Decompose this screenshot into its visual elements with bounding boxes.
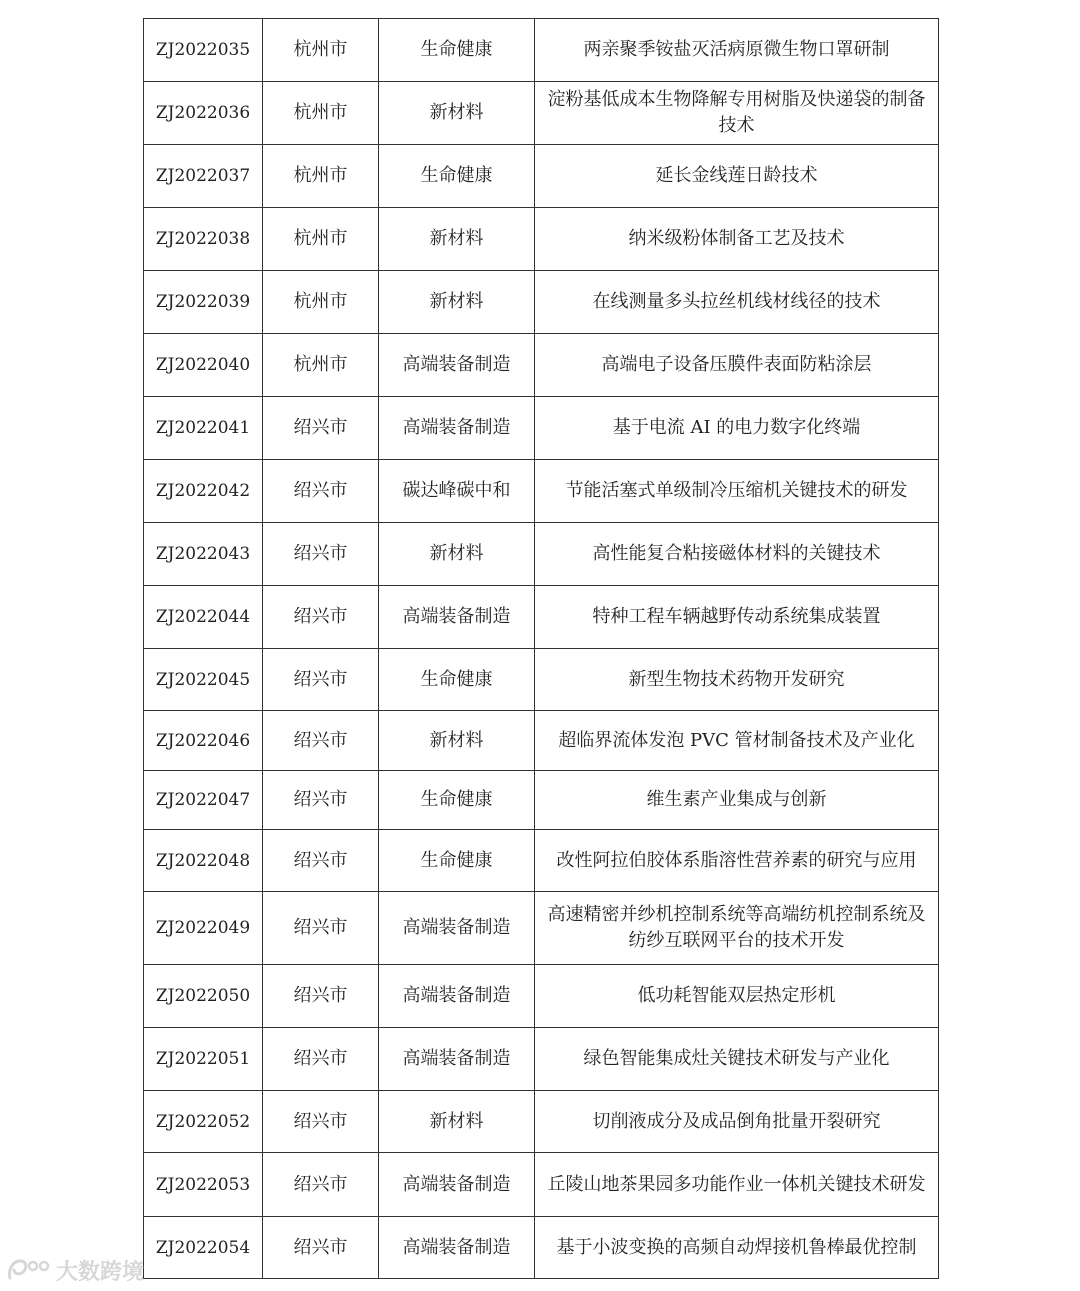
table-row <box>144 208 939 271</box>
table-row <box>144 1028 939 1091</box>
project-id-cell: ZJ2022039 <box>144 271 263 334</box>
city-cell: 杭州市 <box>263 145 379 208</box>
field-cell: 高端装备制造 <box>379 397 535 460</box>
project-id-cell: ZJ2022044 <box>144 586 263 649</box>
project-table <box>143 18 939 1279</box>
field-cell: 新材料 <box>379 711 535 771</box>
table-row <box>144 892 939 965</box>
city-cell: 杭州市 <box>263 208 379 271</box>
project-name-cell: 特种工程车辆越野传动系统集成装置 <box>535 586 939 649</box>
city-cell: 杭州市 <box>263 19 379 82</box>
project-name-cell: 新型生物技术药物开发研究 <box>535 649 939 711</box>
field-cell: 新材料 <box>379 1091 535 1153</box>
field-cell: 生命健康 <box>379 649 535 711</box>
city-cell: 绍兴市 <box>263 1091 379 1153</box>
field-cell: 高端装备制造 <box>379 1028 535 1091</box>
project-name-cell: 基于小波变换的高频自动焊接机鲁棒最优控制 <box>535 1217 939 1279</box>
table-row <box>144 1091 939 1153</box>
city-cell: 杭州市 <box>263 271 379 334</box>
table-row <box>144 82 939 145</box>
city-cell: 绍兴市 <box>263 1217 379 1279</box>
table-row <box>144 1217 939 1279</box>
field-cell: 新材料 <box>379 82 535 145</box>
field-cell: 高端装备制造 <box>379 1217 535 1279</box>
table-row <box>144 397 939 460</box>
project-id-cell: ZJ2022042 <box>144 460 263 523</box>
city-cell: 绍兴市 <box>263 1028 379 1091</box>
project-id-cell: ZJ2022046 <box>144 711 263 771</box>
project-id-cell: ZJ2022047 <box>144 771 263 830</box>
project-name-cell: 延长金线莲日龄技术 <box>535 145 939 208</box>
city-cell: 杭州市 <box>263 82 379 145</box>
city-cell: 绍兴市 <box>263 460 379 523</box>
field-cell: 生命健康 <box>379 830 535 892</box>
project-id-cell: ZJ2022053 <box>144 1153 263 1217</box>
project-id-cell: ZJ2022038 <box>144 208 263 271</box>
table-row <box>144 711 939 771</box>
project-id-cell: ZJ2022035 <box>144 19 263 82</box>
project-id-cell: ZJ2022054 <box>144 1217 263 1279</box>
project-name-cell: 改性阿拉伯胶体系脂溶性营养素的研究与应用 <box>535 830 939 892</box>
field-cell: 高端装备制造 <box>379 1153 535 1217</box>
project-name-cell: 节能活塞式单级制冷压缩机关键技术的研发 <box>535 460 939 523</box>
project-name-cell: 高速精密并纱机控制系统等高端纺机控制系统及纺纱互联网平台的技术开发 <box>535 892 939 965</box>
project-name-cell: 维生素产业集成与创新 <box>535 771 939 830</box>
city-cell: 绍兴市 <box>263 771 379 830</box>
project-name-cell: 纳米级粉体制备工艺及技术 <box>535 208 939 271</box>
project-id-cell: ZJ2022049 <box>144 892 263 965</box>
table-row <box>144 19 939 82</box>
project-name-cell: 丘陵山地茶果园多功能作业一体机关键技术研发 <box>535 1153 939 1217</box>
table-row <box>144 1153 939 1217</box>
table-row <box>144 649 939 711</box>
city-cell: 绍兴市 <box>263 649 379 711</box>
table-row <box>144 965 939 1028</box>
field-cell: 生命健康 <box>379 771 535 830</box>
city-cell: 绍兴市 <box>263 892 379 965</box>
field-cell: 高端装备制造 <box>379 586 535 649</box>
field-cell: 生命健康 <box>379 145 535 208</box>
project-id-cell: ZJ2022048 <box>144 830 263 892</box>
project-id-cell: ZJ2022051 <box>144 1028 263 1091</box>
table-row <box>144 145 939 208</box>
field-cell: 高端装备制造 <box>379 965 535 1028</box>
project-id-cell: ZJ2022040 <box>144 334 263 397</box>
field-cell: 高端装备制造 <box>379 334 535 397</box>
brand-logo-icon <box>6 1257 52 1283</box>
city-cell: 绍兴市 <box>263 965 379 1028</box>
table-row <box>144 771 939 830</box>
project-name-cell: 超临界流体发泡 PVC 管材制备技术及产业化 <box>535 711 939 771</box>
project-name-cell: 绿色智能集成灶关键技术研发与产业化 <box>535 1028 939 1091</box>
project-id-cell: ZJ2022052 <box>144 1091 263 1153</box>
city-cell: 绍兴市 <box>263 397 379 460</box>
table-row <box>144 271 939 334</box>
city-cell: 杭州市 <box>263 334 379 397</box>
project-name-cell: 两亲聚季铵盐灭活病原微生物口罩研制 <box>535 19 939 82</box>
project-id-cell: ZJ2022043 <box>144 523 263 586</box>
city-cell: 绍兴市 <box>263 523 379 586</box>
watermark-text: 大数跨境 <box>56 1259 145 1285</box>
city-cell: 绍兴市 <box>263 830 379 892</box>
city-cell: 绍兴市 <box>263 586 379 649</box>
table-row <box>144 460 939 523</box>
table-row <box>144 830 939 892</box>
project-name-cell: 高端电子设备压膜件表面防粘涂层 <box>535 334 939 397</box>
project-id-cell: ZJ2022050 <box>144 965 263 1028</box>
project-name-cell: 在线测量多头拉丝机线材线径的技术 <box>535 271 939 334</box>
project-name-cell: 切削液成分及成品倒角批量开裂研究 <box>535 1091 939 1153</box>
field-cell: 新材料 <box>379 271 535 334</box>
table-row <box>144 586 939 649</box>
project-id-cell: ZJ2022037 <box>144 145 263 208</box>
city-cell: 绍兴市 <box>263 711 379 771</box>
field-cell: 碳达峰碳中和 <box>379 460 535 523</box>
field-cell: 新材料 <box>379 523 535 586</box>
project-name-cell: 淀粉基低成本生物降解专用树脂及快递袋的制备技术 <box>535 82 939 145</box>
table-row <box>144 334 939 397</box>
project-name-cell: 基于电流 AI 的电力数字化终端 <box>535 397 939 460</box>
table-row <box>144 523 939 586</box>
project-name-cell: 高性能复合粘接磁体材料的关键技术 <box>535 523 939 586</box>
field-cell: 新材料 <box>379 208 535 271</box>
city-cell: 绍兴市 <box>263 1153 379 1217</box>
project-id-cell: ZJ2022045 <box>144 649 263 711</box>
field-cell: 生命健康 <box>379 19 535 82</box>
project-id-cell: ZJ2022036 <box>144 82 263 145</box>
watermark <box>6 1255 144 1285</box>
project-id-cell: ZJ2022041 <box>144 397 263 460</box>
field-cell: 高端装备制造 <box>379 892 535 965</box>
project-name-cell: 低功耗智能双层热定形机 <box>535 965 939 1028</box>
